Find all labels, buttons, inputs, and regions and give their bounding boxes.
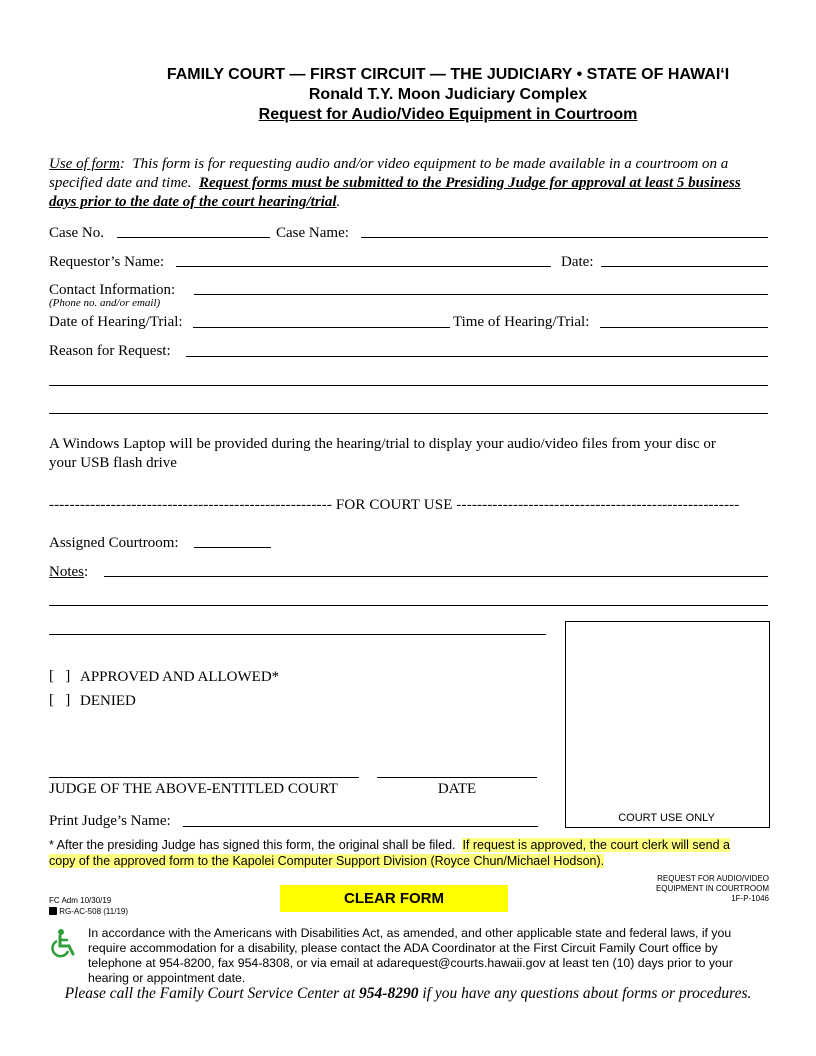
footnote-highlight-1: If request is approved, the court clerk will send a	[462, 838, 730, 852]
judge-signature-label: JUDGE OF THE ABOVE-ENTITLED COURT	[49, 781, 338, 797]
print-judge-label: Print Judge’s Name:	[49, 813, 171, 829]
reason-input-1[interactable]	[186, 339, 772, 357]
ada-notice: In accordance with the Americans with Disabilities Act, as amended, and other applicable state and federal laws, if you require accommodation for a disability, please contact the ADA Coordinator at the First Circuit Family Court office by telephone at 954-8200, fax 954-8308, or via email at adarequest@courts.hawaii.gov at least ten (10) days prior to your hearing or appointment date.	[88, 926, 733, 985]
requestor-label: Requestor’s Name:	[49, 254, 165, 270]
laptop-notice-2: your USB flash drive	[49, 455, 177, 471]
form-title: Request for Audio/Video Equipment in Courtroom	[258, 106, 638, 123]
case-name-input[interactable]	[361, 220, 772, 238]
requestor-input[interactable]	[176, 249, 555, 267]
rg-number: RG-AC-508 (11/19)	[49, 907, 128, 916]
denied-checkbox[interactable]: [ ]	[49, 692, 71, 708]
reason-input-3[interactable]	[49, 396, 772, 414]
notes-input-1[interactable]	[104, 559, 772, 577]
wheelchair-icon	[50, 928, 80, 958]
intro-text: This form is for requesting audio and/or video equipment to be made available in a courtroom on a	[132, 156, 729, 172]
contact-hint: (Phone no. and/or email)	[49, 297, 161, 309]
judge-date-label: DATE	[437, 781, 477, 797]
case-no-input[interactable]	[117, 220, 274, 238]
court-use-divider: ------------------------------------------------------- FOR COURT USE -------------------------------------------------------	[49, 497, 740, 513]
notes-input-2[interactable]	[49, 588, 772, 606]
footnote-highlight-2: copy of the approved form to the Kapolei Computer Support Division (Royce Chun/Michael Hodson).	[49, 854, 605, 868]
service-center-note: Please call the Family Court Service Center at 954-8290 if you have any questions about forms or procedures.	[64, 985, 752, 1002]
hearing-date-input[interactable]	[193, 310, 454, 328]
notes-input-3[interactable]	[49, 617, 550, 635]
form-id-block: REQUEST FOR AUDIO/VIDEO EQUIPMENT IN COURTROOM 1F-P-1046	[655, 874, 769, 903]
form-number: FC Adm 10/30/19	[49, 896, 112, 905]
use-of-form-label: Use of form	[49, 156, 120, 172]
intro-paragraph: Use of form: This form is for requesting audio and/or video equipment to be made available in a courtroom on a specified date and time. Request forms must be submitted to the Presiding Judge for approval at least 5 business days prior to the date of the court hearing/trial.	[49, 156, 741, 210]
date-label: Date:	[561, 254, 594, 270]
reason-input-2[interactable]	[49, 368, 772, 386]
accessibility-small-icon	[49, 907, 57, 915]
print-judge-input[interactable]	[183, 809, 542, 827]
date-input[interactable]	[601, 249, 772, 267]
service-center-phone: 954-8290	[359, 985, 419, 1002]
court-use-only-label: COURT USE ONLY	[618, 812, 715, 824]
notes-label: Notes:	[49, 564, 89, 580]
assigned-courtroom-label: Assigned Courtroom:	[49, 535, 179, 551]
submit-deadline: Request forms must be submitted to the Presiding Judge for approval at least 5 business	[198, 175, 741, 191]
contact-input[interactable]	[194, 277, 772, 295]
hearing-date-label: Date of Hearing/Trial:	[49, 314, 183, 330]
contact-label: Contact Information:	[49, 282, 176, 298]
approved-checkbox[interactable]: [ ]	[49, 668, 71, 684]
denied-label: DENIED	[80, 693, 136, 709]
court-header: FAMILY COURT — FIRST CIRCUIT — THE JUDICIARY • STATE OF HAWAI‘I	[166, 66, 730, 83]
hearing-time-input[interactable]	[600, 310, 772, 328]
assigned-courtroom-input[interactable]	[194, 530, 275, 548]
approved-label: APPROVED AND ALLOWED*	[80, 669, 280, 685]
clear-form-button[interactable]: CLEAR FORM	[280, 885, 508, 912]
case-name-label: Case Name:	[276, 225, 349, 241]
reason-label: Reason for Request:	[49, 343, 171, 359]
court-use-only-box	[565, 621, 770, 828]
complex-name: Ronald T.Y. Moon Judiciary Complex	[308, 86, 588, 103]
footnote: * After the presiding Judge has signed this form, the original shall be filed. If request is approved, the court clerk will send a copy of the approved form to the Kapolei Computer Support Division (Royce Chun/Michael Hodson).	[49, 838, 730, 868]
laptop-notice-1: A Windows Laptop will be provided during the hearing/trial to display your audio/video files from your disc or	[49, 436, 716, 452]
case-no-label: Case No.	[49, 225, 104, 241]
hearing-time-label: Time of Hearing/Trial:	[453, 314, 590, 330]
